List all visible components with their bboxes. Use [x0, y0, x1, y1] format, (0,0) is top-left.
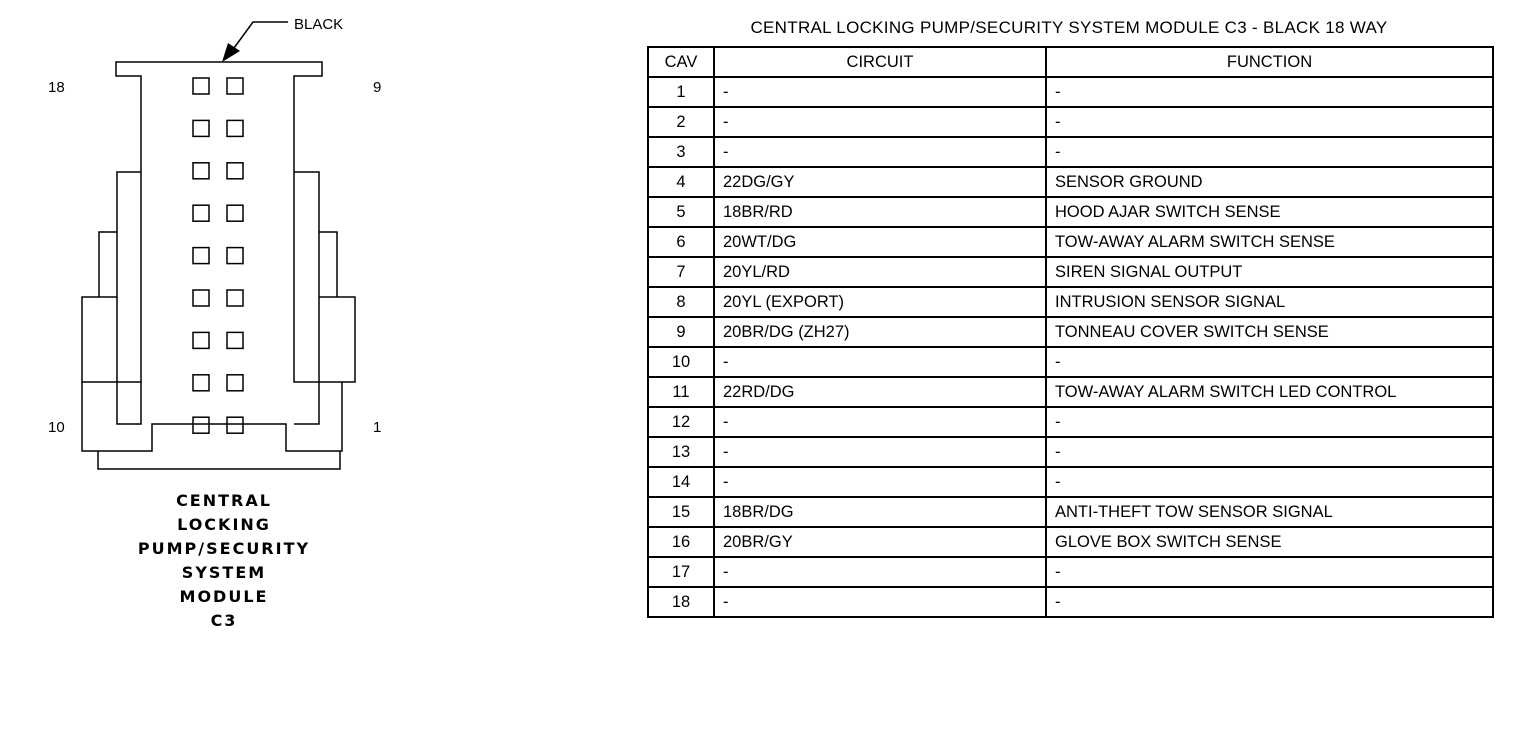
cavity-square [193, 120, 209, 136]
header-cav: CAV [648, 47, 714, 77]
cav-cell: 17 [648, 557, 714, 587]
function-cell: - [1046, 107, 1493, 137]
table-row [648, 107, 1493, 137]
circuit-cell: 22DG/GY [714, 167, 1046, 197]
circuit-cell: 18BR/DG [714, 497, 1046, 527]
cavity-square [227, 78, 243, 94]
circuit-cell: - [714, 77, 1046, 107]
connector-right-latch [294, 172, 355, 382]
function-cell: - [1046, 407, 1493, 437]
circuit-cell: - [714, 557, 1046, 587]
cav-cell: 1 [648, 77, 714, 107]
cav-cell: 13 [648, 437, 714, 467]
color-leader-line [234, 22, 288, 48]
table-row [648, 377, 1493, 407]
cavity-label-bottom-right: 1 [373, 419, 382, 436]
function-cell: - [1046, 137, 1493, 167]
cav-cell: 16 [648, 527, 714, 557]
circuit-cell: - [714, 407, 1046, 437]
table-row [648, 437, 1493, 467]
function-cell: - [1046, 557, 1493, 587]
cav-cell: 3 [648, 137, 714, 167]
function-cell: - [1046, 77, 1493, 107]
circuit-cell: 20BR/DG (ZH27) [714, 317, 1046, 347]
function-cell: TOW-AWAY ALARM SWITCH SENSE [1046, 227, 1493, 257]
function-cell: SIREN SIGNAL OUTPUT [1046, 257, 1493, 287]
function-cell: ANTI-THEFT TOW SENSOR SIGNAL [1046, 497, 1493, 527]
cavity-square [193, 375, 209, 391]
connector-title-line: MODULE [179, 587, 269, 606]
function-cell: - [1046, 347, 1493, 377]
circuit-cell: 20YL/RD [714, 257, 1046, 287]
function-cell: - [1046, 467, 1493, 497]
circuit-cell: - [714, 587, 1046, 617]
arrow-head-icon [222, 43, 240, 62]
function-cell: - [1046, 587, 1493, 617]
cav-cell: 7 [648, 257, 714, 287]
cavity-square [227, 120, 243, 136]
connector-title [138, 491, 310, 630]
connector-title-line: SYSTEM [181, 563, 267, 582]
circuit-cell: - [714, 347, 1046, 377]
cavity-square [227, 417, 243, 433]
cav-cell: 2 [648, 107, 714, 137]
cav-cell: 18 [648, 587, 714, 617]
connector-color-label: BLACK [294, 16, 344, 33]
circuit-cell: 18BR/RD [714, 197, 1046, 227]
cavity-square [227, 290, 243, 306]
cavity-square [227, 205, 243, 221]
cavity-label-top-left: 18 [48, 79, 65, 96]
table-header-row [648, 47, 1493, 77]
pinout-table [647, 46, 1494, 618]
connector-face-diagram [0, 0, 420, 660]
circuit-cell: 22RD/DG [714, 377, 1046, 407]
connector-title-line: CENTRAL [176, 491, 272, 510]
cavity-square [193, 163, 209, 179]
connector-base-bracket [98, 451, 340, 469]
table-row [648, 167, 1493, 197]
cav-cell: 15 [648, 497, 714, 527]
table-row [648, 317, 1493, 347]
cav-cell: 6 [648, 227, 714, 257]
cavity-square [193, 205, 209, 221]
cavity-square [193, 417, 209, 433]
cav-cell: 8 [648, 287, 714, 317]
function-cell: SENSOR GROUND [1046, 167, 1493, 197]
cav-cell: 9 [648, 317, 714, 347]
connector-left-ledge [117, 382, 141, 424]
connector-right-ledge [294, 382, 319, 424]
cavity-square [227, 163, 243, 179]
cavity-label-top-right: 9 [373, 79, 382, 96]
cav-cell: 10 [648, 347, 714, 377]
cavity-square [227, 375, 243, 391]
circuit-cell: - [714, 137, 1046, 167]
circuit-cell: 20WT/DG [714, 227, 1046, 257]
circuit-cell: - [714, 437, 1046, 467]
header-function: FUNCTION [1046, 47, 1493, 77]
connector-left-latch [82, 172, 141, 382]
table-row [648, 77, 1493, 107]
function-cell: INTRUSION SENSOR SIGNAL [1046, 287, 1493, 317]
function-cell: - [1046, 437, 1493, 467]
connector-title-line: LOCKING [177, 515, 271, 534]
table-row [648, 287, 1493, 317]
table-row [648, 257, 1493, 287]
table-row [648, 497, 1493, 527]
table-body [648, 77, 1493, 617]
circuit-cell: - [714, 467, 1046, 497]
table-row [648, 557, 1493, 587]
table-row [648, 527, 1493, 557]
header-circuit: CIRCUIT [714, 47, 1046, 77]
circuit-cell: 20YL (EXPORT) [714, 287, 1046, 317]
table-row [648, 407, 1493, 437]
cavity-grid [193, 78, 243, 433]
cavity-square [193, 332, 209, 348]
cavity-square [227, 248, 243, 264]
circuit-cell: - [714, 107, 1046, 137]
cav-cell: 12 [648, 407, 714, 437]
function-cell: TOW-AWAY ALARM SWITCH LED CONTROL [1046, 377, 1493, 407]
cavity-label-bottom-left: 10 [48, 419, 65, 436]
cav-cell: 4 [648, 167, 714, 197]
circuit-cell: 20BR/GY [714, 527, 1046, 557]
connector-body-outline [82, 62, 342, 451]
cav-cell: 5 [648, 197, 714, 227]
table-row [648, 467, 1493, 497]
connector-title-line: C3 [210, 611, 238, 630]
cavity-square [193, 248, 209, 264]
cavity-square [193, 78, 209, 94]
table-row [648, 227, 1493, 257]
connector-title-line: PUMP/SECURITY [137, 539, 311, 558]
cavity-square [193, 290, 209, 306]
cavity-square [227, 332, 243, 348]
function-cell: TONNEAU COVER SWITCH SENSE [1046, 317, 1493, 347]
function-cell: HOOD AJAR SWITCH SENSE [1046, 197, 1493, 227]
cav-cell: 14 [648, 467, 714, 497]
table-row [648, 587, 1493, 617]
function-cell: GLOVE BOX SWITCH SENSE [1046, 527, 1493, 557]
table-row [648, 137, 1493, 167]
table-row [648, 197, 1493, 227]
table-title: CENTRAL LOCKING PUMP/SECURITY SYSTEM MODULE C3 - BLACK 18 WAY [750, 18, 1388, 37]
cav-cell: 11 [648, 377, 714, 407]
table-row [648, 347, 1493, 377]
